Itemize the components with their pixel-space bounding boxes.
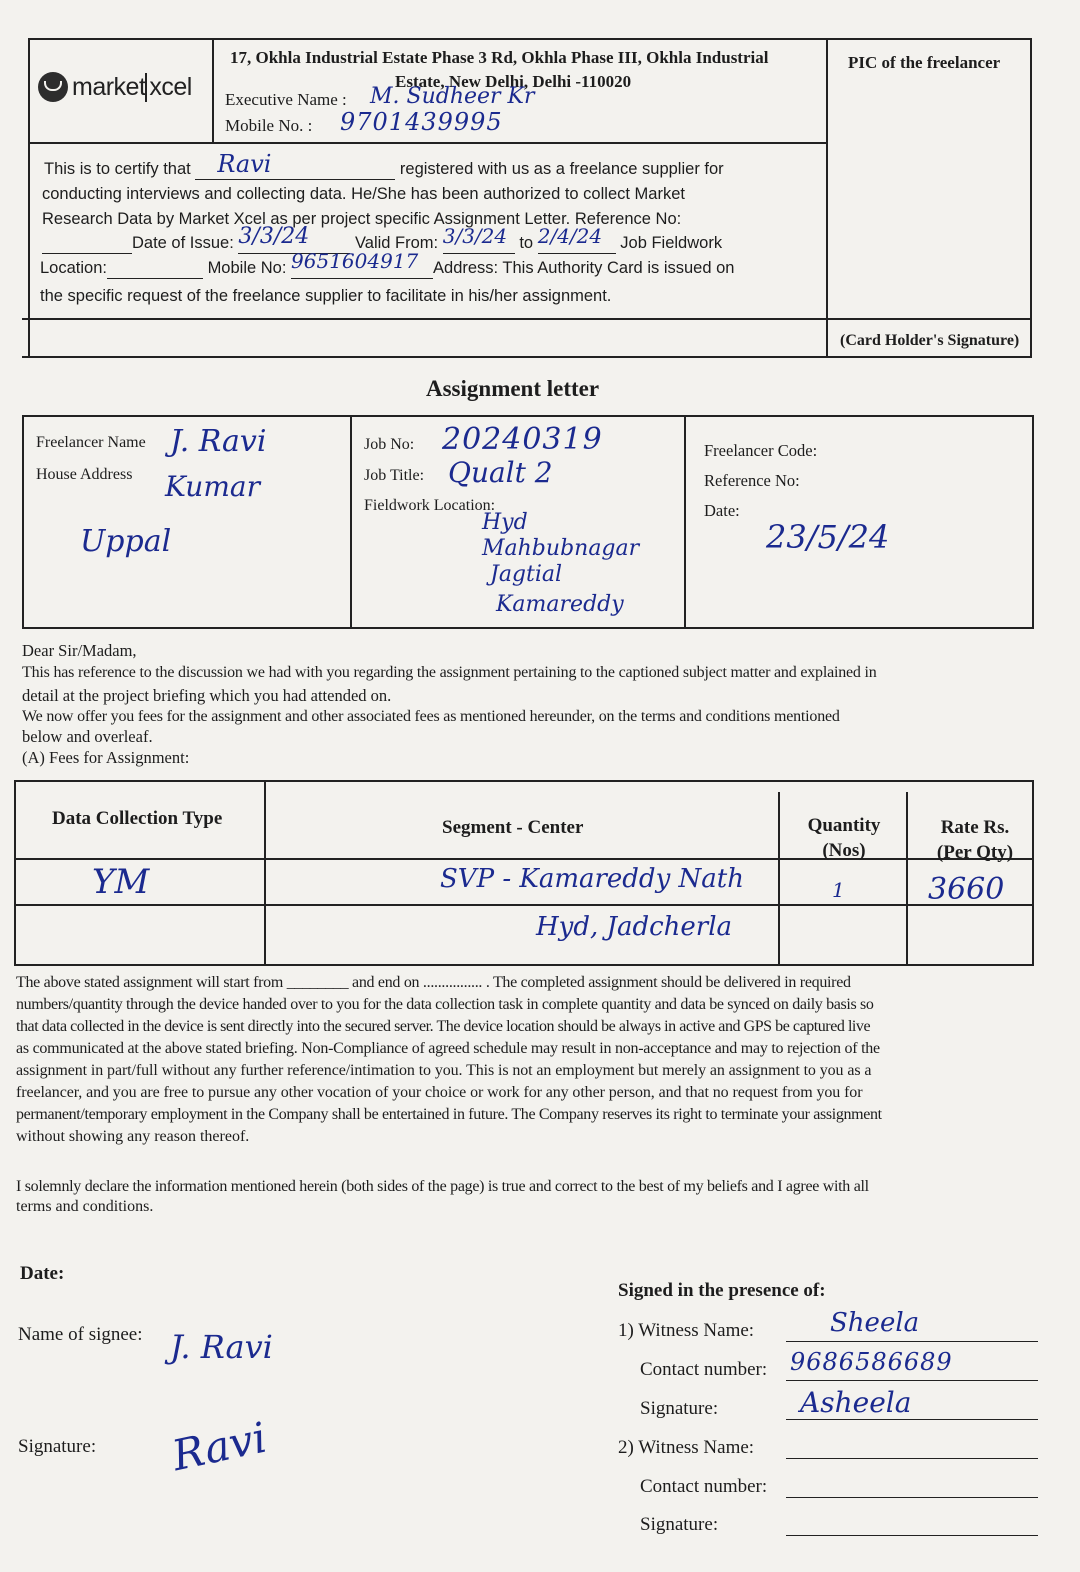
signee-name-label: Name of signee:	[18, 1324, 143, 1345]
cert-text: to	[519, 234, 534, 252]
terms-line-5: assignment in part/full without any further reference/intimation to you. This is not an employment but merely an assignment to you as a	[16, 1062, 872, 1079]
cert-text: Address: This Authority Card is issued on	[433, 259, 735, 277]
cert-text: This is to certify that	[44, 160, 191, 178]
declaration-line-1: I solemnly declare the information mentioned herein (both sides of the page) is true and correct to the best of my beliefs and I agree with all	[16, 1178, 869, 1195]
witness1-name-label: 1) Witness Name:	[618, 1320, 755, 1341]
presence-heading: Signed in the presence of:	[618, 1280, 826, 1301]
card-divider-header	[28, 142, 826, 144]
fieldwork-location-value-1: Hyd	[482, 510, 528, 535]
witness1-name-value: Sheela	[830, 1308, 920, 1338]
terms-line-3: that data collected in the device is sent directly into the secured server. The device location should be always in active and GPS be captured live	[16, 1018, 871, 1035]
fees-heading: (A) Fees for Assignment:	[22, 748, 190, 767]
fees-row-2-segment: Hyd, Jadcherla	[536, 912, 733, 942]
cert-line-2: conducting interviews and collecting data. He/She has been authorized to collect Market	[42, 185, 685, 203]
salutation: Dear Sir/Madam,	[22, 641, 137, 660]
witness1-contact-label: Contact number:	[640, 1359, 768, 1380]
fees-row-1-rate: 3660	[928, 872, 1005, 907]
cert-text: Location:	[40, 259, 107, 277]
cert-text: Date of Issue:	[132, 234, 234, 252]
witness2-contact-label: Contact number:	[640, 1476, 768, 1497]
fieldwork-location-value-2: Mahbubnagar	[482, 536, 640, 561]
cert-valid-to: 2/4/24	[537, 224, 603, 248]
card-holder-signature-label: (Card Holder's Signature)	[840, 332, 1020, 349]
mobile-label: Mobile No. :	[225, 116, 313, 135]
intro-line-3: We now offer you fees for the assignment and other associated fees as mentioned hereunder, on the terms and conditions mentioned	[22, 708, 840, 725]
cert-valid-from: 3/3/24	[442, 224, 508, 248]
fees-header-segment: Segment - Center	[442, 817, 584, 838]
card-divider-bottom	[22, 356, 1032, 358]
terms-line-4: as communicated at the above stated briefing. Non-Compliance of agreed schedule may result in non-acceptance and may to rejection of the	[16, 1040, 880, 1057]
fieldwork-location-value-3: Jagtial	[490, 562, 563, 587]
freelancer-name-label: Freelancer Name	[36, 434, 146, 451]
letter-date-label: Date:	[704, 501, 740, 520]
letter-date-value: 23/5/24	[766, 518, 890, 556]
terms-line-7: permanent/temporary employment in the Company shall be entertained in future. The Company reserves its right to terminate your assignment	[16, 1106, 882, 1123]
signoff-date-label: Date:	[20, 1263, 65, 1284]
fees-header-rate: Rate Rs. (Per Qty)	[936, 817, 1014, 863]
cert-line-1	[44, 150, 724, 180]
reference-no-label: Reference No:	[704, 471, 800, 490]
intro-line-4: below and overleaf.	[22, 727, 153, 746]
job-no-label: Job No:	[364, 436, 415, 453]
freelancer-code-label: Freelancer Code:	[704, 441, 818, 460]
witness2-name-label: 2) Witness Name:	[618, 1437, 755, 1458]
fees-header-type: Data Collection Type	[52, 808, 223, 829]
terms-line-8: without showing any reason thereof.	[16, 1128, 250, 1145]
company-address-line1: 17, Okhla Industrial Estate Phase 3 Rd, Okhla Phase III, Okhla Industrial	[230, 48, 769, 67]
fieldwork-location-label: Fieldwork Location:	[364, 497, 496, 514]
logo-text-market: market	[72, 72, 146, 101]
terms-line-1: The above stated assignment will start from ________ and end on ................ . The completed assignment should be delivered in required	[16, 974, 851, 991]
house-address-value-2: Uppal	[80, 524, 172, 559]
fees-row-1-quantity: 1	[832, 878, 845, 902]
declaration-line-2: terms and conditions.	[16, 1198, 154, 1215]
cert-line-3: Research Data by Market Xcel as per project specific Assignment Letter. Reference No:	[42, 210, 682, 228]
house-address-value-1: Kumar	[165, 470, 260, 503]
fieldwork-location-value-4: Kamareddy	[496, 592, 624, 617]
terms-line-2: numbers/quantity through the device handed over to you for the data collection task in complete quantity and data be synced on daily basis so	[16, 996, 874, 1013]
logo-mark-icon	[38, 72, 68, 102]
executive-name-value: M. Sudheer Kr	[370, 84, 535, 109]
cert-text: Job Fieldwork	[620, 234, 723, 252]
witness1-signature: Asheela	[800, 1386, 912, 1419]
executive-name-label: Executive Name :	[225, 90, 347, 109]
fees-header-quantity: Quantity (Nos)	[807, 815, 881, 861]
intro-line-1: This has reference to the discussion we had with you regarding the assignment pertaining to the captioned subject matter and explained in	[22, 664, 877, 681]
cert-freelancer-name: Ravi	[217, 150, 272, 178]
card-divider-logo	[212, 38, 214, 142]
job-title-value: Qualt 2	[448, 456, 553, 489]
freelancer-name-value: J. Ravi	[170, 424, 267, 459]
signee-signature-label: Signature:	[18, 1436, 97, 1457]
assignment-letter-title: Assignment letter	[426, 376, 600, 401]
executive-mobile-value: 9701439995	[340, 108, 503, 136]
terms-line-6: freelancer, and you are free to pursue any other vocation of your choice or work for any other person, and that no request from you for	[16, 1084, 863, 1101]
cert-line-6: the specific request of the freelance supplier to facilitate in his/her assignment.	[40, 287, 612, 305]
job-no-value: 20240319	[442, 422, 603, 457]
fees-row-1-type: YM	[92, 862, 150, 902]
pic-label: PIC of the freelancer	[848, 53, 1001, 72]
witness1-signature-label: Signature:	[640, 1398, 719, 1419]
company-address-line2: Estate, New Delhi, Delhi -110020	[395, 72, 632, 91]
signee-name-value: J. Ravi	[170, 1328, 273, 1366]
witness1-contact-value: 9686586689	[790, 1348, 953, 1376]
cert-issue-date: 3/3/24	[238, 224, 310, 249]
card-divider-footer	[22, 318, 1032, 320]
fees-row-1-segment: SVP - Kamareddy Nath	[440, 864, 744, 894]
house-address-label: House Address	[36, 466, 133, 483]
intro-line-2: detail at the project briefing which you had attended on.	[22, 686, 392, 705]
job-title-label: Job Title:	[364, 467, 425, 484]
signee-signature: Ravi	[167, 1412, 271, 1481]
cert-text: registered with us as a freelance supplier for	[399, 160, 724, 178]
cert-mobile: 9651604917	[291, 249, 419, 273]
logo-text-xcel: xcel	[145, 73, 191, 102]
card-divider-photo	[826, 38, 828, 358]
witness2-signature-label: Signature:	[640, 1514, 719, 1535]
cert-text: Mobile No:	[207, 259, 287, 277]
cert-text: Valid From:	[355, 234, 439, 252]
cert-line-5	[40, 249, 735, 279]
company-logo	[38, 70, 192, 104]
